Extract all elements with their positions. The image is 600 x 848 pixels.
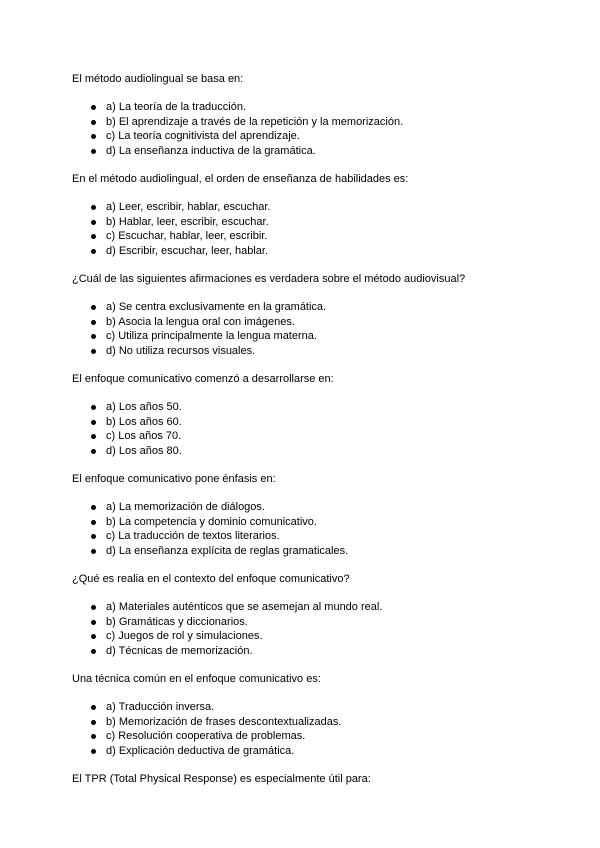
answer-option [72,500,532,515]
answer-option [72,744,532,759]
bullet-icon [91,434,96,439]
question-text: El TPR (Total Physical Response) es especialmente útil para: [72,773,371,785]
answer-option-text: c) Resolución cooperativa de problemas. [106,730,306,742]
answer-option [72,629,532,644]
answer-option [72,115,532,130]
answer-option-text: c) Juegos de rol y simulaciones. [106,630,263,642]
answer-option-text: a) La teoría de la traducción. [106,101,247,113]
answer-option-text: d) Explicación deductiva de gramática. [106,744,295,757]
answer-option [72,515,532,530]
answer-option [72,244,532,259]
answer-option [72,544,532,559]
answer-option-text: b) Memorización de frases descontextualizadas. [106,715,342,728]
bullet-icon [91,749,96,754]
answer-option [72,315,532,330]
answer-options-list [72,400,532,458]
answer-option [72,529,532,544]
bullet-icon [91,220,96,225]
bullet-icon [91,449,96,454]
answer-option-text: c) Utiliza principalmente la lengua materna. [106,330,317,342]
answer-option-text: d) Los años 80. [106,444,182,457]
bullet-icon [91,349,96,354]
answer-option [72,344,532,359]
bullet-icon [91,734,96,739]
question-text: El método audiolingual se basa en: [72,73,244,85]
answer-option [72,615,532,630]
answer-option [72,415,532,430]
answer-option [72,229,532,244]
answer-option-text: c) La teoría cognitivista del aprendizaje. [106,130,300,142]
bullet-icon [91,205,96,210]
answer-option-text: b) Los años 60. [106,415,182,428]
answer-option-text: b) La competencia y dominio comunicativo. [106,515,317,528]
bullet-icon [91,649,96,654]
answer-option [72,429,532,444]
question-list [72,72,532,786]
bullet-icon [91,305,96,310]
answer-option [72,729,532,744]
answer-option-text: c) Los años 70. [106,430,182,442]
question-text: ¿Cuál de las siguientes afirmaciones es verdadera sobre el método audiovisual? [72,273,466,285]
answer-option-text: d) No utiliza recursos visuales. [106,344,256,357]
answer-option-text: a) Se centra exclusivamente en la gramática. [106,301,327,313]
question-text: Una técnica común en el enfoque comunicativo es: [72,673,321,685]
bullet-icon [91,334,96,339]
answer-option-text: d) Técnicas de memorización. [106,644,253,657]
answer-option-text: a) La memorización de diálogos. [106,501,265,513]
answer-option [72,200,532,215]
answer-option-text: a) Traducción inversa. [106,701,215,713]
answer-options-list [72,500,532,558]
answer-option [72,400,532,415]
answer-option-text: d) La enseñanza explícita de reglas gramaticales. [106,544,349,557]
answer-option-text: b) Hablar, leer, escribir, escuchar. [106,215,269,228]
answer-option-text: a) Los años 50. [106,401,182,413]
answer-option [72,600,532,615]
bullet-icon [91,249,96,254]
bullet-icon [91,505,96,510]
answer-option-text: c) La traducción de textos literarios. [106,530,280,542]
answer-option-text: a) Leer, escribir, hablar, escuchar. [106,201,271,213]
answer-option-text: b) El aprendizaje a través de la repetición y la memorización. [106,115,404,128]
bullet-icon [91,549,96,554]
bullet-icon [91,234,96,239]
answer-option [72,329,532,344]
bullet-icon [91,134,96,139]
answer-option-text: b) Asocia la lengua oral con imágenes. [106,315,295,328]
question-text: ¿Qué es realia en el contexto del enfoque comunicativo? [72,573,350,585]
answer-option [72,144,532,159]
bullet-icon [91,120,96,125]
answer-option [72,300,532,315]
answer-options-list [72,100,532,158]
answer-options-list [72,200,532,258]
bullet-icon [91,720,96,725]
answer-option [72,700,532,715]
answer-option-text: a) Materiales auténticos que se asemejan al mundo real. [106,601,383,613]
bullet-icon [91,534,96,539]
question-text: El enfoque comunicativo comenzó a desarrollarse en: [72,373,334,385]
bullet-icon [91,420,96,425]
answer-option [72,129,532,144]
answer-option-text: c) Escuchar, hablar, leer, escribir. [106,230,268,242]
answer-option [72,644,532,659]
bullet-icon [91,105,96,110]
bullet-icon [91,620,96,625]
bullet-icon [91,605,96,610]
answer-option [72,444,532,459]
answer-option [72,215,532,230]
bullet-icon [91,634,96,639]
bullet-icon [91,149,96,154]
answer-options-list [72,700,532,758]
answer-option-text: d) Escribir, escuchar, leer, hablar. [106,244,269,257]
bullet-icon [91,320,96,325]
question-text: En el método audiolingual, el orden de enseñanza de habilidades es: [72,173,409,185]
bullet-icon [91,520,96,525]
answer-option-text: b) Gramáticas y diccionarios. [106,615,248,628]
answer-option-text: d) La enseñanza inductiva de la gramática. [106,144,316,157]
bullet-icon [91,405,96,410]
question-text: El enfoque comunicativo pone énfasis en: [72,473,276,485]
answer-options-list [72,300,532,358]
answer-option [72,715,532,730]
bullet-icon [91,705,96,710]
answer-options-list [72,600,532,658]
answer-option [72,100,532,115]
